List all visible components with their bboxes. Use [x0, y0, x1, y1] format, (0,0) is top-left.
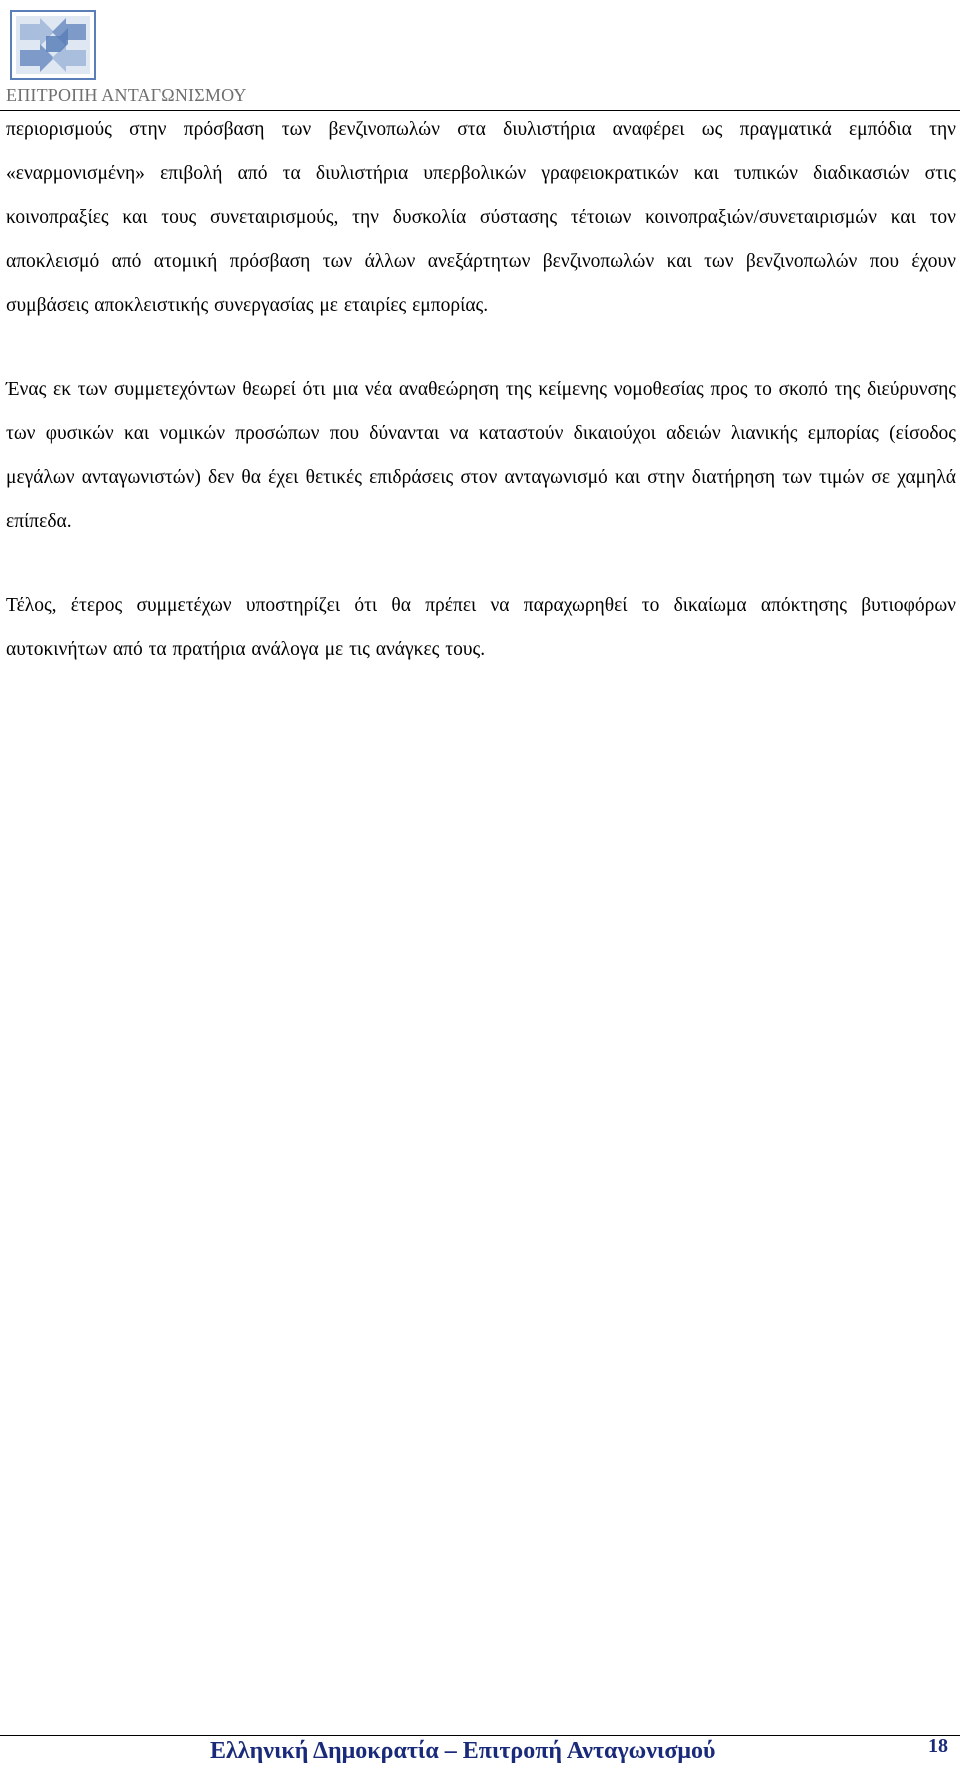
paragraph-2: Ένας εκ των συμμετεχόντων θεωρεί ότι μια νέα αναθεώρηση της κείμενης νομοθεσίας προς το σκοπό της διεύρυνσης των φυσικών και νομικών προσώπων που δύνανται να καταστούν δικαιούχοι αδειών λιανικής εμπορίας (είσοδος μεγάλων ανταγωνιστών) δεν θα έχει θετικές επιδράσεις στον ανταγωνισμό και στην διατήρηση των τιμών σε χαμηλά επίπεδα.: [6, 379, 956, 532]
paragraph-1: περιορισμούς στην πρόσβαση των βενζινοπωλών στα διυλιστήρια αναφέρει ως πραγματικά εμπόδια την «εναρμονισμένη» επιβολή από τα διυλιστήρια υπερβολικών γραφειοκρατικών και τυπικών διαδικασιών στις κοινοπραξίες και τους συνεταιρισμούς, την δυσκολία σύστασης τέτοιων κοινοπραξιών/συνεταιρισμών και τον αποκλεισμό από ατομική πρόσβαση των άλλων ανεξάρτητων βενζινοπωλών και των βενζινοπωλών που έχουν συμβάσεις αποκλειστικής συνεργασίας με εταιρίες εμπορίας.: [6, 119, 956, 316]
commission-logo-icon: [10, 10, 96, 80]
document-body: [6, 108, 956, 672]
page-header: [0, 0, 960, 112]
footer-title: Ελληνική Δημοκρατία – Επιτροπή Ανταγωνισμού: [210, 1738, 716, 1764]
org-name: ΕΠΙΤΡΟΠΗ ΑΝΤΑΓΩΝΙΣΜΟΥ: [6, 85, 247, 105]
paragraph-3: Τέλος, έτερος συμμετέχων υποστηρίζει ότι θα πρέπει να παραχωρηθεί το δικαίωμα απόκτησης βυτιοφόρων αυτοκινήτων από τα πρατήρια ανάλογα με τις ανάγκες τους.: [6, 595, 956, 660]
footer-divider: [0, 1735, 960, 1736]
page-number: 18: [928, 1735, 948, 1757]
